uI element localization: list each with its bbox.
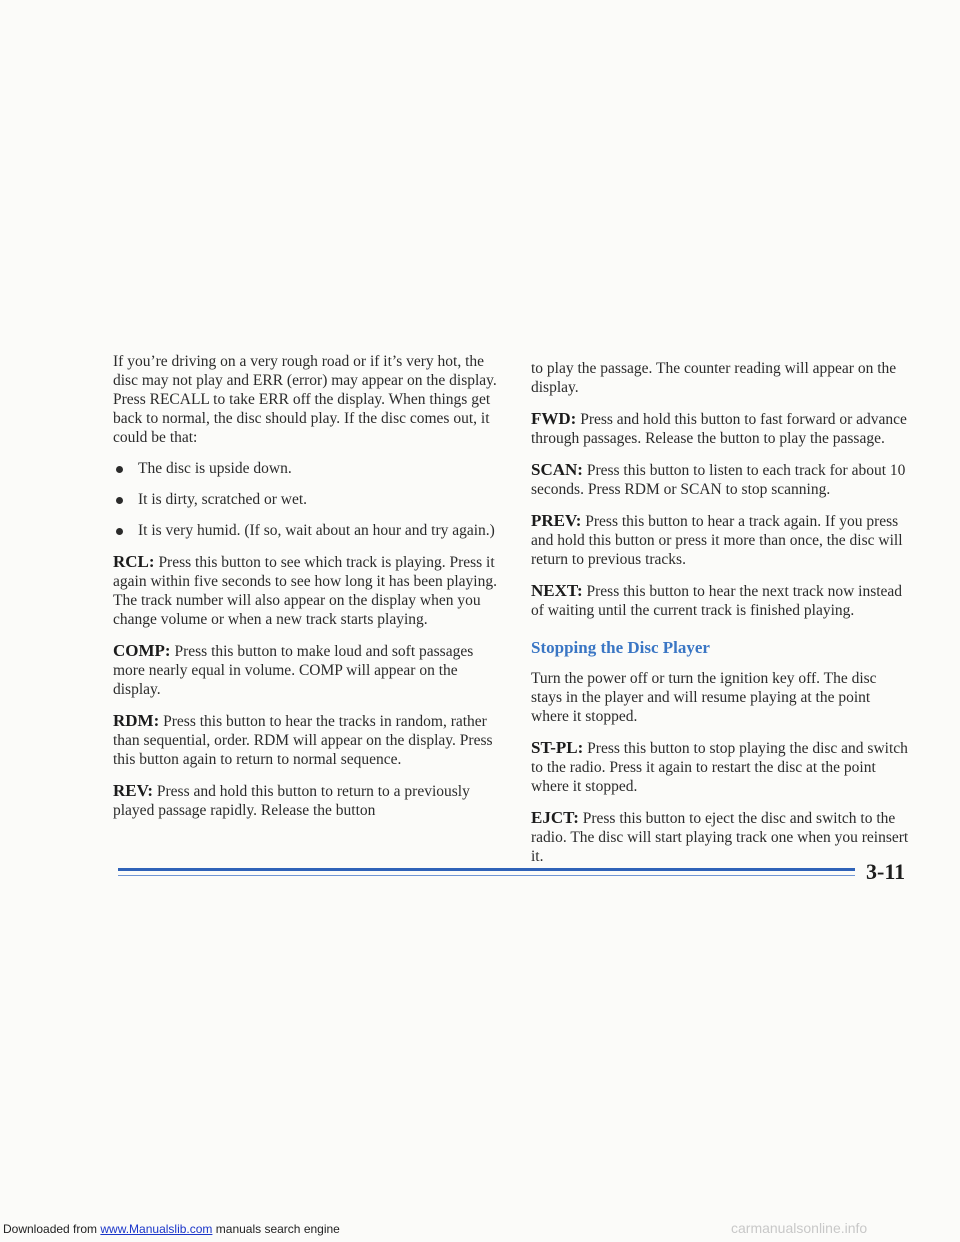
intro-paragraph: If you’re driving on a very rough road or if it’s very hot, the disc may not play and ERR (error) may appear on the display. Press RECALL to take ERR off the display. When things get back to normal, the disc should play. If the disc comes out, it could be that: <box>113 353 497 446</box>
scan-term: SCAN: <box>531 460 583 479</box>
bullet-icon <box>116 497 123 504</box>
comp-text: Press this button to make loud and soft passages more nearly equal in volume. COMP will appear on the display. <box>113 643 474 698</box>
stpl-text: Press this button to stop playing the disc and switch to the radio. Press it again to restart the disc at the point where it stopped. <box>531 740 908 795</box>
ejct-text: Press this button to eject the disc and switch to the radio. The disc will start playing track one when you reinsert it. <box>531 810 909 865</box>
page-number: 3-11 <box>866 859 906 884</box>
rcl-term: RCL: <box>113 552 155 571</box>
rev-text: Press and hold this button to return to a previously played passage rapidly. Release the button <box>113 783 470 819</box>
next-paragraph <box>531 581 911 620</box>
prev-term: PREV: <box>531 511 582 530</box>
rdm-paragraph <box>113 711 503 769</box>
footer-prefix: Downloaded from <box>3 1222 101 1236</box>
watermark: carmanualsonline.info <box>731 1220 868 1236</box>
fwd-paragraph <box>531 409 911 448</box>
comp-term: COMP: <box>113 641 171 660</box>
stpl-term: ST-PL: <box>531 738 584 757</box>
next-text: Press this button to hear the next track now instead of waiting until the current track is finished playing. <box>531 583 903 619</box>
rcl-paragraph <box>113 552 503 629</box>
rcl-text: Press this button to see which track is playing. Press it again within five seconds to see how long it has been playing. The track number will also appear on the display when you change volume or when a new track starts playing. <box>113 554 497 628</box>
rev-term: REV: <box>113 781 153 800</box>
bullet-icon <box>116 466 123 473</box>
download-footer <box>3 1222 340 1236</box>
ejct-term: EJCT: <box>531 808 579 827</box>
bullet-text: It is dirty, scratched or wet. <box>138 491 308 508</box>
bullet-text: It is very humid. (If so, wait about an hour and try again.) <box>138 522 495 539</box>
fwd-term: FWD: <box>531 409 577 428</box>
stpl-paragraph <box>531 738 911 796</box>
footer-suffix: manuals search engine <box>212 1222 340 1236</box>
footer-rule <box>118 868 855 871</box>
bullet-text: The disc is upside down. <box>138 460 292 477</box>
bullet-item <box>113 521 503 540</box>
right-column <box>531 359 911 878</box>
section-heading: Stopping the Disc Player <box>531 638 710 657</box>
rdm-term: RDM: <box>113 711 160 730</box>
continuation-paragraph: to play the passage. The counter reading will appear on the display. <box>531 360 897 396</box>
scan-text: Press this button to listen to each track for about 10 seconds. Press RDM or SCAN to stop scanning. <box>531 462 906 498</box>
scan-paragraph <box>531 460 911 499</box>
rev-paragraph <box>113 781 503 820</box>
rdm-text: Press this button to hear the tracks in random, rather than sequential, order. RDM will appear on the display. Press this button again to return to normal sequence. <box>113 713 493 768</box>
prev-paragraph <box>531 511 911 569</box>
fwd-text: Press and hold this button to fast forward or advance through passages. Release the button to play the passage. <box>531 411 907 447</box>
bullet-item <box>113 490 503 509</box>
prev-text: Press this button to hear a track again. If you press and hold this button or press it more than once, the disc will return to previous tracks. <box>531 513 903 568</box>
left-column <box>113 352 503 832</box>
ejct-paragraph <box>531 808 911 866</box>
next-term: NEXT: <box>531 581 583 600</box>
comp-paragraph <box>113 641 503 699</box>
bullet-item <box>113 459 503 478</box>
stop-paragraph: Turn the power off or turn the ignition key off. The disc stays in the player and will resume playing at the point where it stopped. <box>531 670 877 725</box>
bullet-list <box>113 459 503 540</box>
bullet-icon <box>116 528 123 535</box>
footer-rule-thin <box>118 875 855 876</box>
manualslib-link[interactable]: www.Manualslib.com <box>100 1222 213 1236</box>
